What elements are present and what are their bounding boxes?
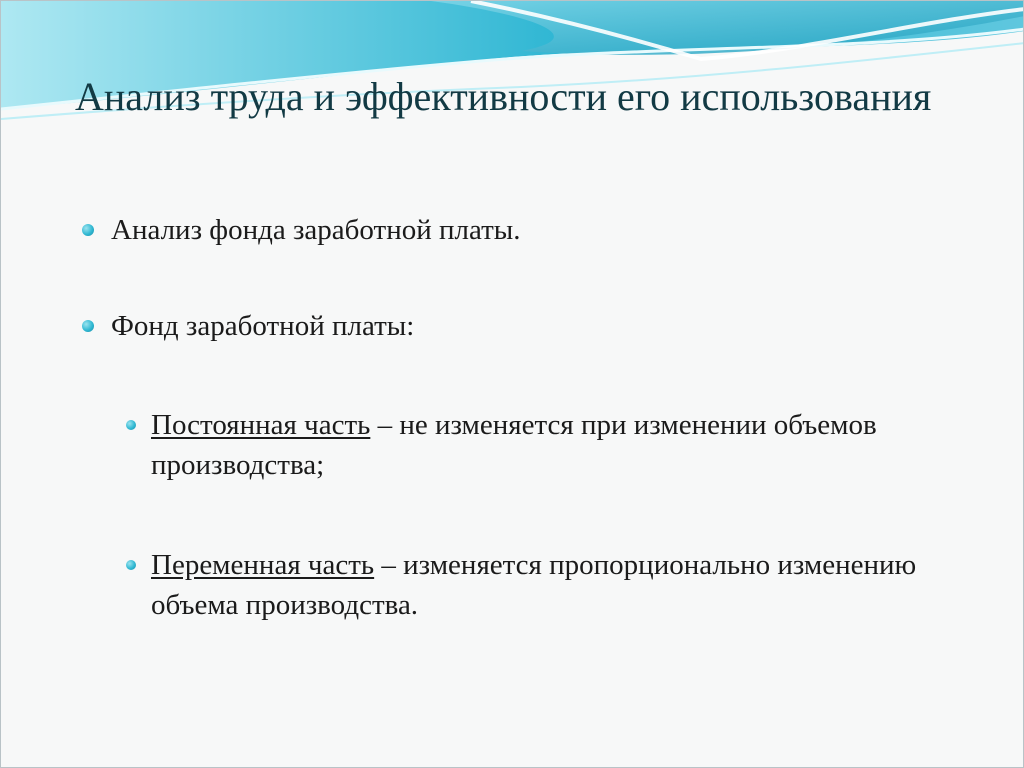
slide-title: Анализ труда и эффективности его использования — [75, 74, 932, 119]
round-bullet-icon — [82, 320, 94, 332]
round-bullet-icon — [82, 224, 94, 236]
bullet-item-1 — [111, 212, 971, 248]
sub-bullet-item-1 — [151, 405, 971, 485]
round-bullet-icon — [126, 420, 136, 430]
sub-bullet-text-2: – изменяется пропорционально изменению объема производства. — [151, 549, 917, 621]
sub-bullet-term-2: Переменная часть — [151, 549, 375, 581]
bullet-text-1: Анализ фонда заработной платы. — [111, 214, 521, 246]
bullet-text-2: Фонд заработной платы: — [111, 310, 415, 342]
sub-bullet-text-1: – не изменяется при изменении объемов производства; — [151, 409, 877, 481]
round-bullet-icon — [126, 560, 136, 570]
slide-content — [1, 1, 1024, 768]
sub-bullet-item-2 — [151, 545, 971, 625]
bullet-item-2 — [111, 308, 971, 344]
sub-bullet-term-1: Постоянная часть — [151, 409, 371, 441]
